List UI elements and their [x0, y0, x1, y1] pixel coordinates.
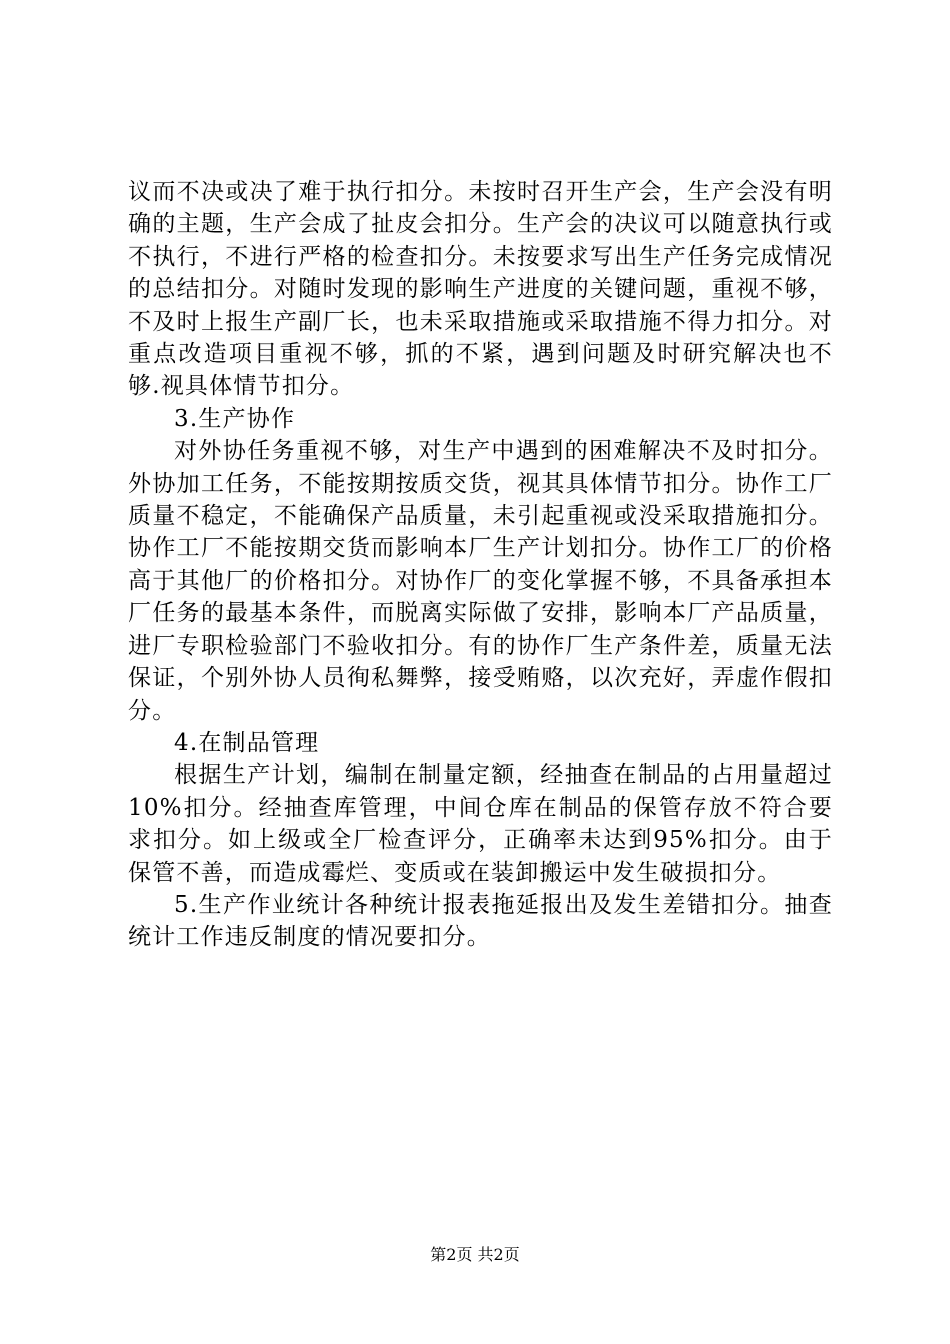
document-body: [128, 176, 833, 954]
paragraph-production-statistics: 5.生产作业统计各种统计报表拖延报出及发生差错扣分。抽查统计工作违反制度的情况要扣分。: [128, 891, 833, 951]
page-footer: 第2页 共2页: [430, 1245, 520, 1264]
paragraph-production-cooperation: 对外协任务重视不够，对生产中遇到的困难解决不及时扣分。外协加工任务，不能按期按质交货，视其具体情节扣分。协作工厂质量不稳定，不能确保产品质量，未引起重视或没采取措施扣分。协作工厂不能按期交货而影响本厂生产计划扣分。协作工厂的价格高于其他厂的价格扣分。对协作厂的变化掌握不够，不具备承担本厂任务的最基本条件，而脱离实际做了安排，影响本厂产品质量，进厂专职检验部门不验收扣分。有的协作厂生产条件差，质量无法保证，个别外协人员徇私舞弊，接受贿赂，以次充好，弄虚作假扣分。: [128, 438, 833, 724]
section-heading-wip-management: 4.在制品管理: [174, 729, 320, 756]
paragraph-wip-management: 根据生产计划，编制在制量定额，经抽查在制品的占用量超过10%扣分。经抽查库管理，中间仓库在制品的保管存放不符合要求扣分。如上级或全厂检查评分，正确率未达到95%扣分。由于保管不善，而造成霉烂、变质或在装卸搬运中发生破损扣分。: [128, 762, 833, 886]
section-heading-production-cooperation: 3.生产协作: [174, 405, 296, 432]
paragraph-continuation: 议而不决或决了难于执行扣分。未按时召开生产会，生产会没有明确的主题，生产会成了扯皮会扣分。生产会的决议可以随意执行或不执行，不进行严格的检查扣分。未按要求写出生产任务完成情况的总结扣分。对随时发现的影响生产进度的关键问题，重视不够，不及时上报生产副厂长，也未采取措施或采取措施不得力扣分。对重点改造项目重视不够，抓的不紧，遇到问题及时研究解决也不够.视具体情节扣分。: [128, 179, 833, 400]
